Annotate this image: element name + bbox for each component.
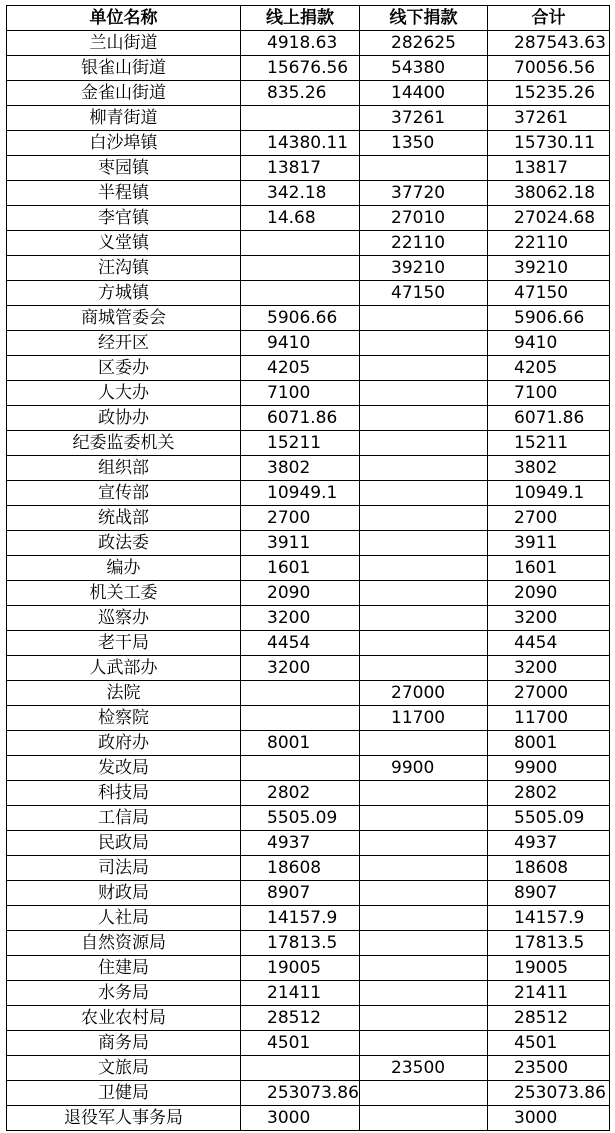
unit-name-cell: 自然资源局: [7, 931, 241, 956]
online-donation-cell: 253073.86: [241, 1081, 360, 1106]
unit-name-cell: 法院: [7, 681, 241, 706]
total-cell: 47150: [488, 281, 610, 306]
table-row: [7, 106, 610, 131]
table-row: [7, 956, 610, 981]
offline-donation-cell: [360, 1106, 488, 1131]
online-donation-cell: 2802: [241, 781, 360, 806]
total-cell: 22110: [488, 231, 610, 256]
offline-donation-cell: [360, 531, 488, 556]
table-row: [7, 931, 610, 956]
offline-donation-cell: [360, 781, 488, 806]
unit-name-cell: 区委办: [7, 356, 241, 381]
online-donation-cell: 10949.1: [241, 481, 360, 506]
total-cell: 37261: [488, 106, 610, 131]
online-donation-cell: 3802: [241, 456, 360, 481]
online-donation-cell: 342.18: [241, 181, 360, 206]
table-row: [7, 256, 610, 281]
table-row: [7, 756, 610, 781]
online-donation-cell: 4501: [241, 1031, 360, 1056]
online-donation-cell: 5906.66: [241, 306, 360, 331]
total-cell: 27024.68: [488, 206, 610, 231]
table-row: [7, 606, 610, 631]
table-row: [7, 1106, 610, 1131]
total-cell: 9410: [488, 331, 610, 356]
total-cell: 70056.56: [488, 56, 610, 81]
total-cell: 5505.09: [488, 806, 610, 831]
unit-name-cell: 农业农村局: [7, 1006, 241, 1031]
table-row: [7, 431, 610, 456]
offline-donation-cell: [360, 1006, 488, 1031]
table-row: [7, 856, 610, 881]
online-donation-cell: 5505.09: [241, 806, 360, 831]
unit-name-cell: 财政局: [7, 881, 241, 906]
total-cell: 15730.11: [488, 131, 610, 156]
header-online-donation: 线上捐款: [241, 6, 360, 31]
online-donation-cell: [241, 1056, 360, 1081]
online-donation-cell: [241, 106, 360, 131]
unit-name-cell: 民政局: [7, 831, 241, 856]
unit-name-cell: 兰山街道: [7, 31, 241, 56]
table-row: [7, 706, 610, 731]
online-donation-cell: 3200: [241, 606, 360, 631]
offline-donation-cell: 39210: [360, 256, 488, 281]
total-cell: 13817: [488, 156, 610, 181]
unit-name-cell: 政府办: [7, 731, 241, 756]
table-row: [7, 981, 610, 1006]
table-row: [7, 1031, 610, 1056]
offline-donation-cell: [360, 606, 488, 631]
offline-donation-cell: [360, 731, 488, 756]
online-donation-cell: 4937: [241, 831, 360, 856]
table-row: [7, 581, 610, 606]
table-row: [7, 406, 610, 431]
total-cell: 2090: [488, 581, 610, 606]
total-cell: 23500: [488, 1056, 610, 1081]
total-cell: 4454: [488, 631, 610, 656]
table-row: [7, 281, 610, 306]
total-cell: 3911: [488, 531, 610, 556]
online-donation-cell: 15211: [241, 431, 360, 456]
table-row: [7, 656, 610, 681]
online-donation-cell: 21411: [241, 981, 360, 1006]
unit-name-cell: 人武部办: [7, 656, 241, 681]
table-row: [7, 881, 610, 906]
offline-donation-cell: 27010: [360, 206, 488, 231]
table-row: [7, 331, 610, 356]
online-donation-cell: 4918.63: [241, 31, 360, 56]
total-cell: 253073.86: [488, 1081, 610, 1106]
offline-donation-cell: 23500: [360, 1056, 488, 1081]
header-offline-donation: 线下捐款: [360, 6, 488, 31]
total-cell: 2700: [488, 506, 610, 531]
unit-name-cell: 司法局: [7, 856, 241, 881]
offline-donation-cell: [360, 831, 488, 856]
total-cell: 3000: [488, 1106, 610, 1131]
offline-donation-cell: 22110: [360, 231, 488, 256]
total-cell: 15235.26: [488, 81, 610, 106]
online-donation-cell: 9410: [241, 331, 360, 356]
offline-donation-cell: 37261: [360, 106, 488, 131]
offline-donation-cell: [360, 906, 488, 931]
online-donation-cell: 14380.11: [241, 131, 360, 156]
unit-name-cell: 柳青街道: [7, 106, 241, 131]
table-row: [7, 456, 610, 481]
total-cell: 3802: [488, 456, 610, 481]
total-cell: 21411: [488, 981, 610, 1006]
table-row: [7, 1081, 610, 1106]
online-donation-cell: 835.26: [241, 81, 360, 106]
unit-name-cell: 枣园镇: [7, 156, 241, 181]
total-cell: 287543.63: [488, 31, 610, 56]
total-cell: 7100: [488, 381, 610, 406]
unit-name-cell: 汪沟镇: [7, 256, 241, 281]
online-donation-cell: 2700: [241, 506, 360, 531]
online-donation-cell: 8001: [241, 731, 360, 756]
unit-name-cell: 经开区: [7, 331, 241, 356]
total-cell: 6071.86: [488, 406, 610, 431]
unit-name-cell: 方城镇: [7, 281, 241, 306]
header-row: [7, 6, 610, 31]
online-donation-cell: 14.68: [241, 206, 360, 231]
online-donation-cell: 2090: [241, 581, 360, 606]
offline-donation-cell: 282625: [360, 31, 488, 56]
offline-donation-cell: 11700: [360, 706, 488, 731]
table-row: [7, 231, 610, 256]
unit-name-cell: 政协办: [7, 406, 241, 431]
table-row: [7, 806, 610, 831]
offline-donation-cell: [360, 356, 488, 381]
table-row: [7, 781, 610, 806]
offline-donation-cell: [360, 556, 488, 581]
total-cell: 5906.66: [488, 306, 610, 331]
online-donation-cell: [241, 281, 360, 306]
offline-donation-cell: [360, 806, 488, 831]
unit-name-cell: 住建局: [7, 956, 241, 981]
unit-name-cell: 卫健局: [7, 1081, 241, 1106]
offline-donation-cell: 37720: [360, 181, 488, 206]
unit-name-cell: 老干局: [7, 631, 241, 656]
offline-donation-cell: [360, 956, 488, 981]
table-row: [7, 906, 610, 931]
offline-donation-cell: [360, 1031, 488, 1056]
table-row: [7, 131, 610, 156]
unit-name-cell: 李官镇: [7, 206, 241, 231]
offline-donation-cell: [360, 1081, 488, 1106]
offline-donation-cell: [360, 881, 488, 906]
unit-name-cell: 商城管委会: [7, 306, 241, 331]
online-donation-cell: 14157.9: [241, 906, 360, 931]
total-cell: 9900: [488, 756, 610, 781]
total-cell: 2802: [488, 781, 610, 806]
unit-name-cell: 退役军人事务局: [7, 1106, 241, 1131]
online-donation-cell: [241, 706, 360, 731]
total-cell: 10949.1: [488, 481, 610, 506]
online-donation-cell: 3200: [241, 656, 360, 681]
offline-donation-cell: 9900: [360, 756, 488, 781]
offline-donation-cell: [360, 406, 488, 431]
total-cell: 8001: [488, 731, 610, 756]
total-cell: 4205: [488, 356, 610, 381]
table-row: [7, 356, 610, 381]
unit-name-cell: 纪委监委机关: [7, 431, 241, 456]
online-donation-cell: 3911: [241, 531, 360, 556]
total-cell: 28512: [488, 1006, 610, 1031]
online-donation-cell: 18608: [241, 856, 360, 881]
offline-donation-cell: [360, 656, 488, 681]
offline-donation-cell: [360, 981, 488, 1006]
online-donation-cell: 1601: [241, 556, 360, 581]
unit-name-cell: 水务局: [7, 981, 241, 1006]
unit-name-cell: 巡察办: [7, 606, 241, 631]
total-cell: 19005: [488, 956, 610, 981]
table-row: [7, 381, 610, 406]
unit-name-cell: 半程镇: [7, 181, 241, 206]
total-cell: 1601: [488, 556, 610, 581]
unit-name-cell: 编办: [7, 556, 241, 581]
table-row: [7, 681, 610, 706]
unit-name-cell: 文旅局: [7, 1056, 241, 1081]
offline-donation-cell: 14400: [360, 81, 488, 106]
header-unit-name: 单位名称: [7, 6, 241, 31]
unit-name-cell: 白沙埠镇: [7, 131, 241, 156]
table-row: [7, 1056, 610, 1081]
table-row: [7, 731, 610, 756]
header-total: 合计: [488, 6, 610, 31]
table-row: [7, 556, 610, 581]
unit-name-cell: 发改局: [7, 756, 241, 781]
online-donation-cell: [241, 681, 360, 706]
table-row: [7, 81, 610, 106]
total-cell: 8907: [488, 881, 610, 906]
table-row: [7, 481, 610, 506]
table-row: [7, 506, 610, 531]
total-cell: 15211: [488, 431, 610, 456]
offline-donation-cell: [360, 156, 488, 181]
table-row: [7, 631, 610, 656]
total-cell: 4501: [488, 1031, 610, 1056]
offline-donation-cell: [360, 381, 488, 406]
total-cell: 38062.18: [488, 181, 610, 206]
unit-name-cell: 检察院: [7, 706, 241, 731]
unit-name-cell: 银雀山街道: [7, 56, 241, 81]
online-donation-cell: 8907: [241, 881, 360, 906]
offline-donation-cell: [360, 856, 488, 881]
unit-name-cell: 金雀山街道: [7, 81, 241, 106]
unit-name-cell: 统战部: [7, 506, 241, 531]
online-donation-cell: 19005: [241, 956, 360, 981]
table-row: [7, 1006, 610, 1031]
total-cell: 11700: [488, 706, 610, 731]
table-row: [7, 206, 610, 231]
unit-name-cell: 政法委: [7, 531, 241, 556]
offline-donation-cell: 27000: [360, 681, 488, 706]
total-cell: 17813.5: [488, 931, 610, 956]
online-donation-cell: [241, 756, 360, 781]
offline-donation-cell: [360, 581, 488, 606]
table-row: [7, 831, 610, 856]
unit-name-cell: 组织部: [7, 456, 241, 481]
total-cell: 18608: [488, 856, 610, 881]
online-donation-cell: 15676.56: [241, 56, 360, 81]
online-donation-cell: 28512: [241, 1006, 360, 1031]
table-row: [7, 306, 610, 331]
online-donation-cell: 4205: [241, 356, 360, 381]
table-row: [7, 181, 610, 206]
offline-donation-cell: [360, 431, 488, 456]
total-cell: 3200: [488, 606, 610, 631]
offline-donation-cell: 47150: [360, 281, 488, 306]
table-body: [7, 31, 610, 1131]
table-row: [7, 31, 610, 56]
online-donation-cell: 7100: [241, 381, 360, 406]
online-donation-cell: 17813.5: [241, 931, 360, 956]
offline-donation-cell: [360, 631, 488, 656]
offline-donation-cell: [360, 306, 488, 331]
offline-donation-cell: 1350: [360, 131, 488, 156]
total-cell: 27000: [488, 681, 610, 706]
unit-name-cell: 人大办: [7, 381, 241, 406]
offline-donation-cell: 54380: [360, 56, 488, 81]
unit-name-cell: 义堂镇: [7, 231, 241, 256]
total-cell: 14157.9: [488, 906, 610, 931]
online-donation-cell: 6071.86: [241, 406, 360, 431]
online-donation-cell: [241, 256, 360, 281]
offline-donation-cell: [360, 481, 488, 506]
online-donation-cell: 13817: [241, 156, 360, 181]
table-row: [7, 156, 610, 181]
online-donation-cell: [241, 231, 360, 256]
table-row: [7, 531, 610, 556]
online-donation-cell: 4454: [241, 631, 360, 656]
total-cell: 3200: [488, 656, 610, 681]
unit-name-cell: 科技局: [7, 781, 241, 806]
online-donation-cell: 3000: [241, 1106, 360, 1131]
donation-table: [6, 5, 610, 1131]
offline-donation-cell: [360, 506, 488, 531]
unit-name-cell: 人社局: [7, 906, 241, 931]
unit-name-cell: 宣传部: [7, 481, 241, 506]
total-cell: 4937: [488, 831, 610, 856]
unit-name-cell: 商务局: [7, 1031, 241, 1056]
offline-donation-cell: [360, 931, 488, 956]
offline-donation-cell: [360, 331, 488, 356]
table-row: [7, 56, 610, 81]
total-cell: 39210: [488, 256, 610, 281]
offline-donation-cell: [360, 456, 488, 481]
unit-name-cell: 工信局: [7, 806, 241, 831]
unit-name-cell: 机关工委: [7, 581, 241, 606]
